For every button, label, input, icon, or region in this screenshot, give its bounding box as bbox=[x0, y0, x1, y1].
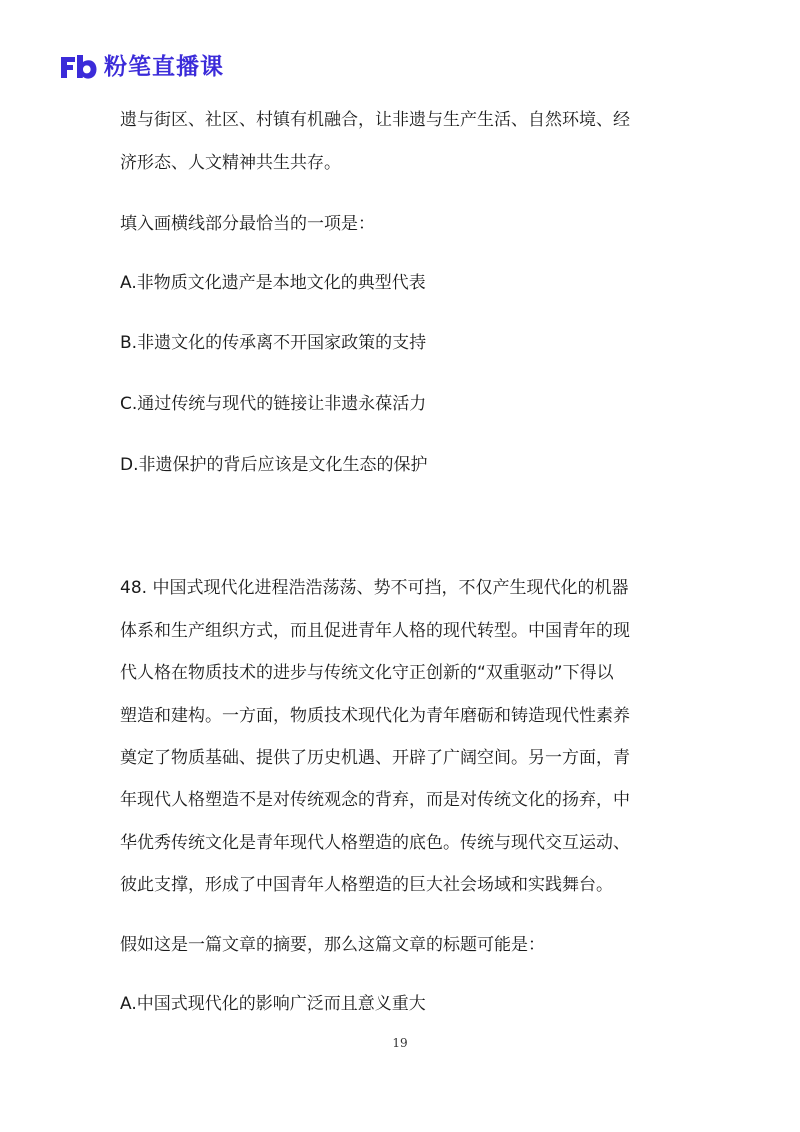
q47-option-d: D.非遗保护的背后应该是文化生态的保护 bbox=[120, 455, 428, 475]
q47-passage-line: 遗与街区、社区、村镇有机融合，让非遗与生产生活、自然环境、经 bbox=[120, 110, 630, 130]
q48-passage-line: 48. 中国式现代化进程浩浩荡荡、势不可挡，不仅产生现代化的机器 bbox=[120, 578, 629, 598]
q47-prompt: 填入画横线部分最恰当的一项是： bbox=[120, 214, 375, 234]
q48-prompt: 假如这是一篇文章的摘要，那么这篇文章的标题可能是： bbox=[120, 935, 545, 955]
q48-passage-line: 彼此支撑，形成了中国青年人格塑造的巨大社会场域和实践舞台。 bbox=[120, 875, 613, 895]
brand-name: 粉笔直播课 bbox=[104, 54, 224, 80]
brand-header bbox=[58, 50, 224, 84]
q48-passage-line: 体系和生产组织方式，而且促进青年人格的现代转型。中国青年的现 bbox=[120, 621, 630, 641]
q47-option-a: A.非物质文化遗产是本地文化的典型代表 bbox=[120, 273, 426, 293]
q48-passage-line: 代人格在物质技术的进步与传统文化守正创新的“双重驱动”下得以 bbox=[120, 663, 614, 683]
q47-option-c: C.通过传统与现代的链接让非遗永葆活力 bbox=[120, 394, 427, 414]
q48-option-a: A.中国式现代化的影响广泛而且意义重大 bbox=[120, 994, 426, 1014]
q48-passage-line: 华优秀传统文化是青年现代人格塑造的底色。传统与现代交互运动、 bbox=[120, 833, 630, 853]
page-number: 19 bbox=[392, 1036, 408, 1050]
q48-passage-line: 奠定了物质基础、提供了历史机遇、开辟了广阔空间。另一方面，青 bbox=[120, 748, 630, 768]
q48-passage-line: 年现代人格塑造不是对传统观念的背弃，而是对传统文化的扬弃，中 bbox=[120, 790, 630, 810]
q47-passage-line: 济形态、人文精神共生共存。 bbox=[120, 153, 341, 173]
q47-option-b: B.非遗文化的传承离不开国家政策的支持 bbox=[120, 333, 427, 353]
fenbi-logo-icon bbox=[58, 52, 98, 82]
q48-passage-line: 塑造和建构。一方面，物质技术现代化为青年磨砺和铸造现代性素养 bbox=[120, 706, 630, 726]
